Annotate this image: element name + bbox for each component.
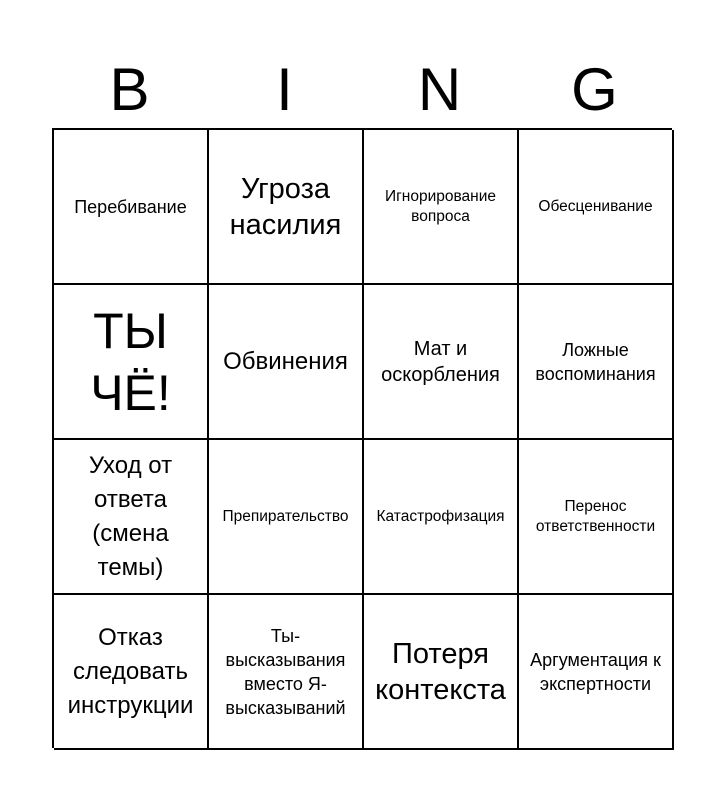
cell-label: Обесценивание	[538, 197, 653, 215]
cell-label: Угроза насилия	[229, 172, 342, 241]
bingo-board	[52, 128, 672, 748]
bingo-cell[interactable]	[209, 595, 364, 750]
bingo-cell[interactable]	[209, 285, 364, 440]
header-letter-n: N	[417, 56, 462, 123]
cell-label: Ты-высказывания вместо Я-высказываний	[225, 625, 346, 718]
cell-label: Обвинения	[223, 347, 348, 375]
bingo-cell[interactable]	[54, 130, 209, 285]
bingo-cell[interactable]	[519, 285, 674, 440]
cell-label: Ложные воспоминания	[535, 339, 656, 384]
bingo-cell[interactable]	[54, 285, 209, 440]
bingo-cell[interactable]	[519, 130, 674, 285]
bingo-cell[interactable]	[54, 595, 209, 750]
bingo-cell[interactable]	[364, 595, 519, 750]
cell-label: Перенос ответственности	[535, 497, 656, 535]
cell-label: Препирательство	[222, 507, 349, 525]
cell-label: Потеря контекста	[375, 637, 506, 706]
bingo-cell[interactable]	[519, 440, 674, 595]
header-letter-g: G	[571, 56, 618, 123]
bingo-header	[52, 55, 672, 125]
cell-label: Аргументация к экспертности	[530, 649, 661, 694]
cell-label: Катастрофизация	[376, 507, 505, 525]
bingo-cell[interactable]	[209, 130, 364, 285]
cell-label: Мат и оскорбления	[381, 337, 500, 386]
bingo-cell[interactable]	[364, 440, 519, 595]
cell-label: Уход от ответа (смена темы)	[88, 451, 173, 581]
bingo-cell[interactable]	[519, 595, 674, 750]
bingo-cell[interactable]	[54, 440, 209, 595]
cell-label: Игнорирование вопроса	[384, 187, 496, 225]
cell-label: Перебивание	[74, 196, 187, 217]
cell-label: ТЫ ЧЁ!	[90, 302, 171, 421]
cell-label: Отказ следовать инструкции	[67, 623, 194, 719]
bingo-cell[interactable]	[364, 130, 519, 285]
bingo-cell[interactable]	[364, 285, 519, 440]
bingo-cell[interactable]	[209, 440, 364, 595]
header-letter-i: I	[276, 56, 293, 123]
header-letter-b: B	[109, 56, 150, 123]
